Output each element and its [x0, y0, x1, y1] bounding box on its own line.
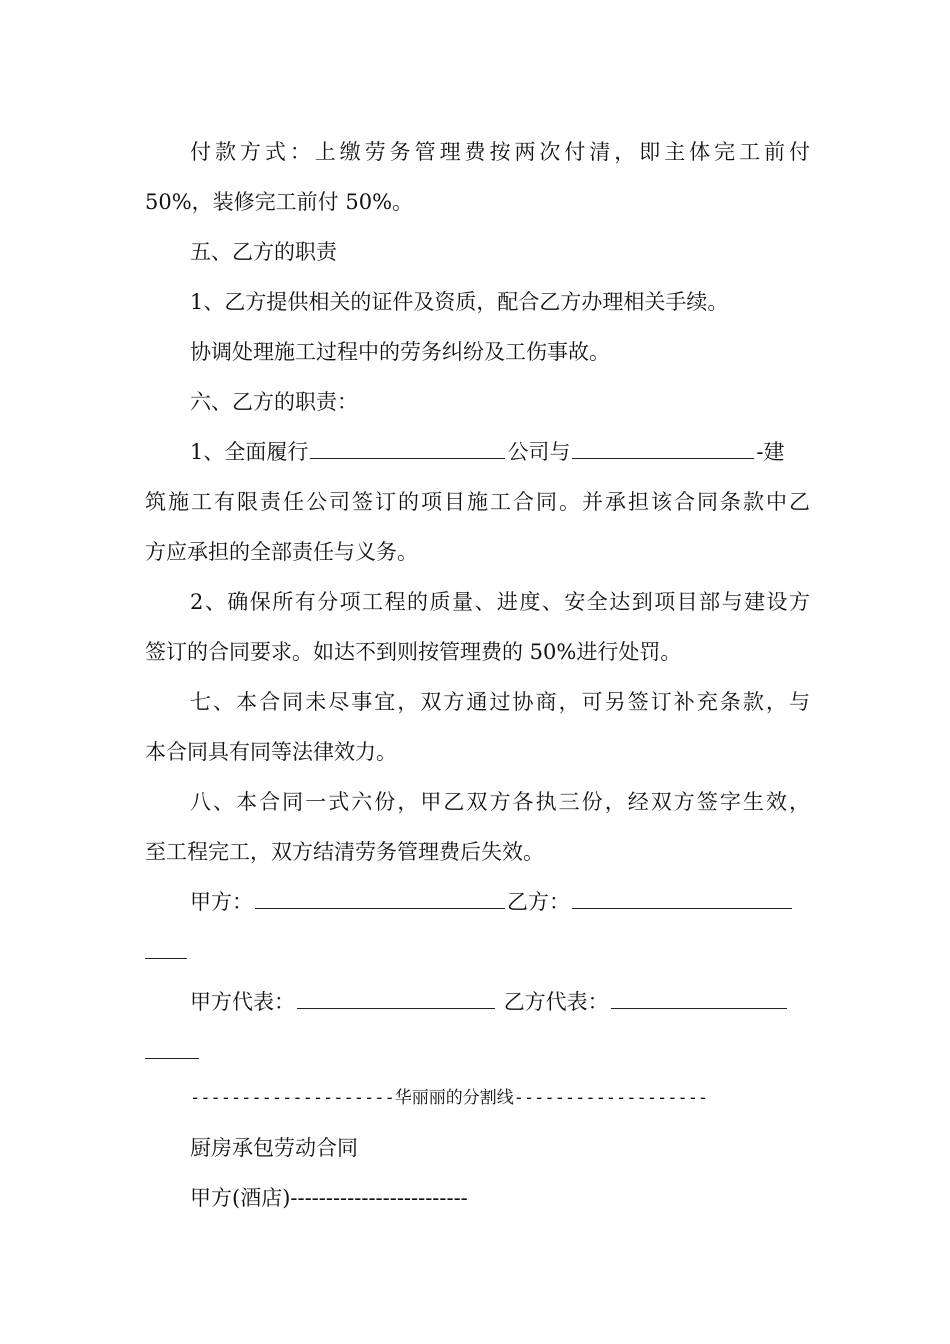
section-six-heading: 六、乙方的职责：: [190, 390, 358, 414]
next-contract-title: 厨房承包劳动合同: [190, 1136, 358, 1160]
text-segment: 公司与: [507, 440, 571, 464]
blank-line: [572, 438, 754, 459]
signature-wrap-line: [145, 937, 810, 967]
section-seven: 七、本合同未尽事宜，双方通过协商，可另签订补充条款，与: [190, 690, 810, 714]
representative-line: [190, 987, 810, 1017]
party-a-label: 甲方：: [190, 890, 253, 914]
section-five-heading: 五、乙方的职责: [190, 240, 337, 264]
party-a-blank: [255, 888, 505, 909]
party-a-rep-label: 甲方代表：: [190, 990, 295, 1014]
party-a-rep-blank: [297, 988, 495, 1009]
party-b-rep-label: 乙方代表：: [503, 990, 609, 1014]
section-six-item-1: [190, 437, 810, 467]
section-six-item-1-cont-2: 方应承担的全部责任与义务。: [145, 540, 418, 564]
text-segment: -建: [756, 440, 785, 464]
party-b-blank: [572, 888, 792, 909]
party-a-hotel-line: 甲方(酒店)-------------------------: [190, 1186, 468, 1210]
section-five-item-2: 协调处理施工过程中的劳务纠纷及工伤事故。: [190, 340, 610, 364]
section-six-item-2-cont: 签订的合同要求。如达不到则按管理费的 50%进行处罚。: [145, 640, 682, 664]
section-five-item-1: 1、乙方提供相关的证件及资质，配合乙方办理相关手续。: [190, 290, 729, 314]
blank-line: [310, 438, 505, 459]
section-eight-cont: 至工程完工，双方结清劳务管理费后失效。: [145, 840, 544, 864]
text-segment: 1、全面履行: [190, 440, 309, 464]
party-b-label: 乙方：: [507, 890, 570, 914]
payment-method-line: 付款方式：上缴劳务管理费按两次付清，即主体完工前付: [190, 140, 810, 164]
party-a-signature-line: [190, 887, 810, 917]
divider-line: --------------------华丽丽的分割线-------------------: [190, 1088, 709, 1108]
section-seven-cont: 本合同具有同等法律效力。: [145, 740, 397, 764]
section-eight: 八、本合同一式六份，甲乙双方各执三份，经双方签字生效，: [190, 790, 810, 814]
blank-line: [145, 938, 187, 959]
party-b-rep-blank: [611, 988, 787, 1009]
section-six-item-1-cont: 筑施工有限责任公司签订的项目施工合同。并承担该合同条款中乙: [145, 490, 810, 514]
payment-method-line-2: 50%，装修完工前付 50%。: [145, 190, 414, 214]
representative-wrap-line: [145, 1037, 810, 1067]
blank-line: [145, 1038, 199, 1059]
section-six-item-2: 2、确保所有分项工程的质量、进度、安全达到项目部与建设方: [190, 590, 810, 614]
